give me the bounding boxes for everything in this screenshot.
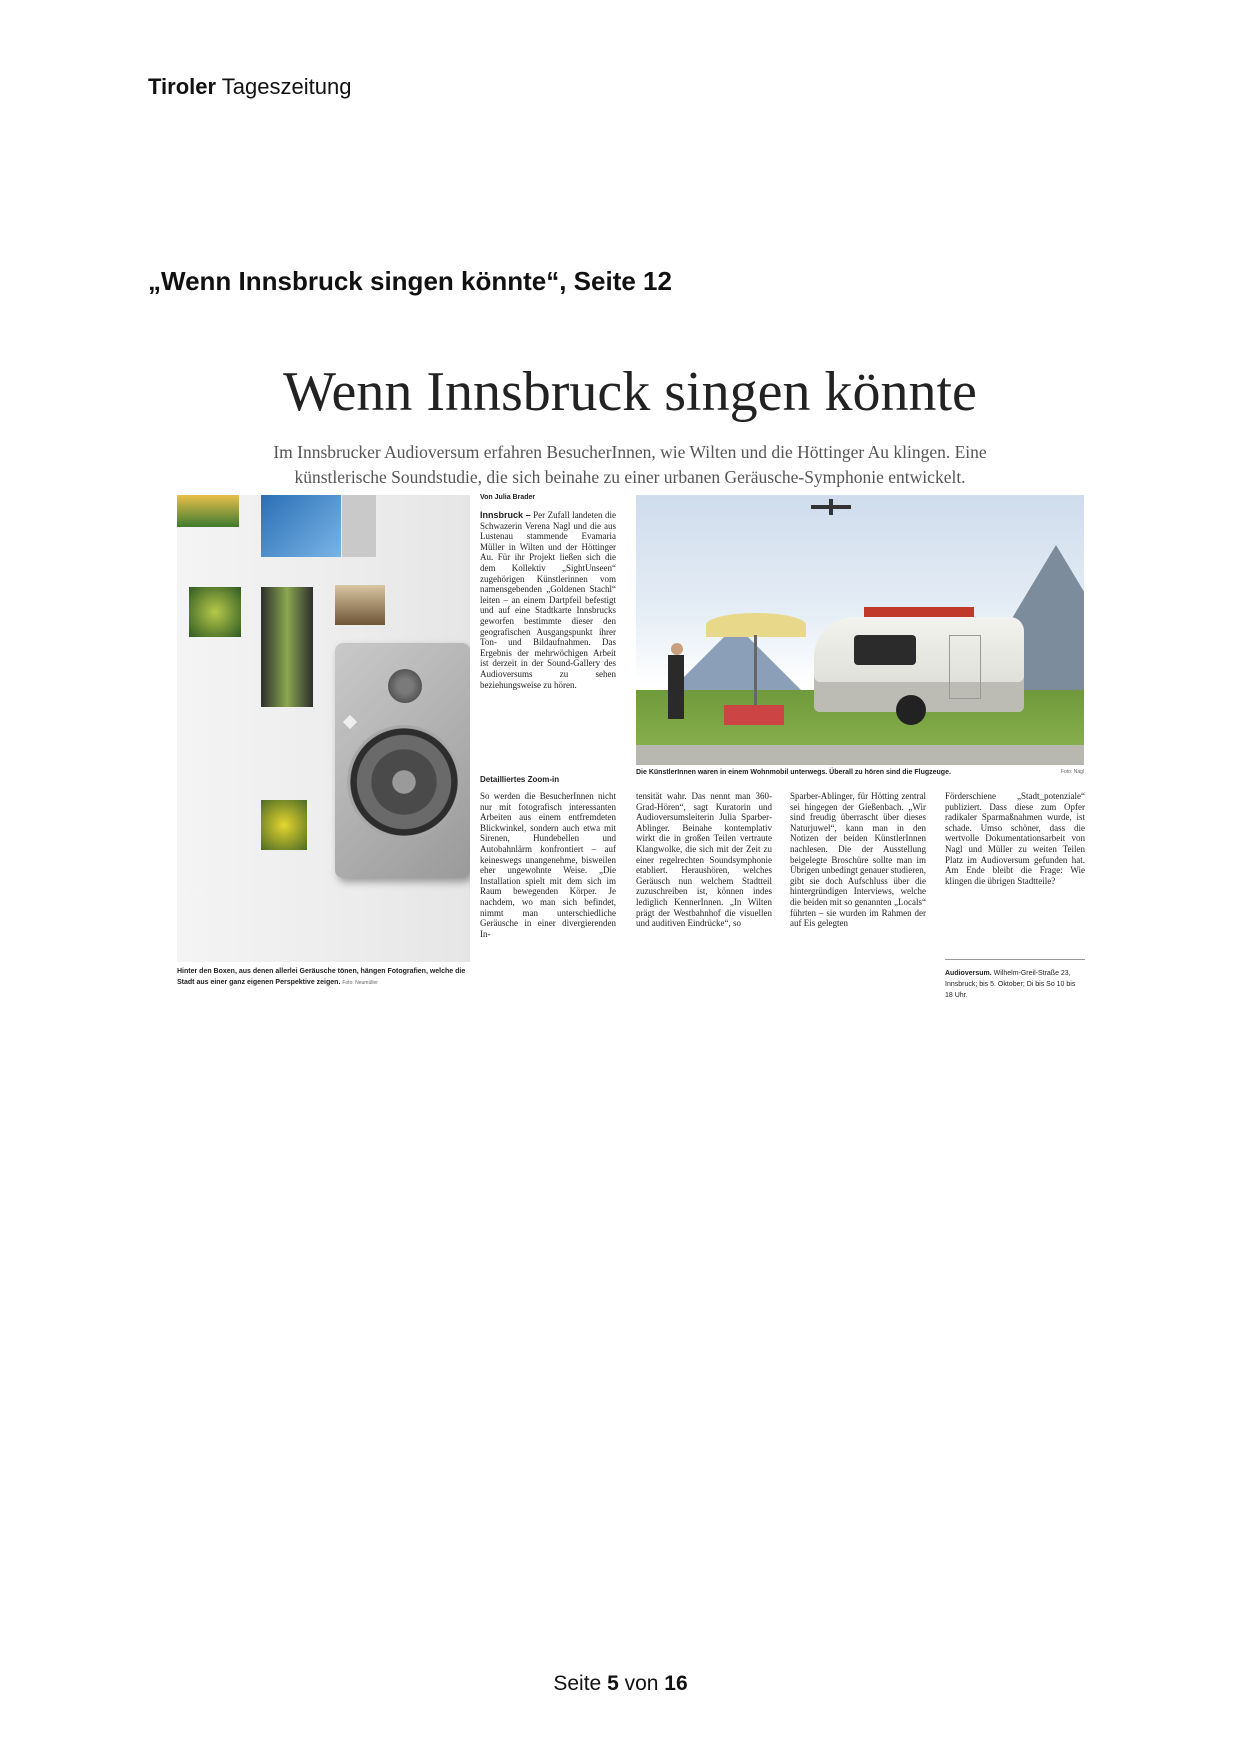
- page-prefix: Seite: [553, 1672, 608, 1695]
- info-box: [945, 959, 1085, 1001]
- current-page: 5: [607, 1672, 619, 1695]
- parasol: [706, 613, 806, 637]
- column-4: Förderschiene „Stadt_potenziale“ publiziert. Dass diese zum Opfer radikaler Sparmaßnahmen wurde, ist schade. Umso schöner, dass die wertvolle Dokumentationsarbeit von Nagl und Müller zu weiten Teilen Platz im Audioversum gefunden hat. Am Ende bleibt die Frage: Wie klingen die übrigen Stadtteile?: [945, 791, 1085, 886]
- airplane-tail: [829, 499, 833, 515]
- person-head: [671, 643, 683, 655]
- column-1: [480, 510, 616, 690]
- page-middle: von: [618, 1672, 665, 1695]
- caption-2-text: Die KünstlerInnen waren in einem Wohnmobil unterwegs. Überall zu hören sind die Flugzeuge.: [636, 769, 951, 776]
- person: [668, 655, 684, 719]
- caption-1-text: Hinter den Boxen, aus denen allerlei Geräusche tönen, hängen Fotografien, welche die Stadt aus einer ganz eigenen Perspektive zeigen.: [177, 968, 466, 986]
- caravan-window: [854, 635, 916, 665]
- wall-photo: [342, 495, 376, 557]
- photo-caption-1: [177, 966, 477, 989]
- info-venue: Audioversum.: [945, 970, 992, 977]
- deck-line-1: Im Innsbrucker Audioversum erfahren BesucherInnen, wie Wilten und die Höttinger Au klingen. Eine: [273, 442, 987, 462]
- column-1-continued: So werden die BesucherInnen nicht nur mit fotografisch interessanten Arbeiten aus einem entfremdeten Blickwinkel, sondern auch etwa mit Sirenen, Hundebellen und Autobahnlärm konfrontiert – auf keineswegs unangenehme, bisweilen eher ungewohnte Weise. „Die Installation spielt mit dem sich im Raum bewegenden Körper. Je nachdem, wo man sich befindet, nimmt man unterschiedliche Geräusche in einer divergierenden In-: [480, 791, 616, 939]
- speaker: [335, 643, 470, 878]
- newspaper-name: [148, 74, 351, 100]
- caravan-roof: [864, 607, 974, 617]
- brand-rest: Tageszeitung: [216, 74, 352, 99]
- total-pages: 16: [664, 1672, 688, 1695]
- tweeter: [388, 669, 422, 703]
- column-3: Sparber-Ablinger, für Hötting zentral sei hingegen der Gießenbach. „Wir sind freudig überrascht über dieses Naturjuwel“, kann man in den Notizen der beiden KünstlerInnen nachlesen. Die der Ausstellung beigelegte Broschüre sollte man im Übrigen unbedingt genauer studieren, gibt sie doch Aufschluss über die hintergründigen Interviews, welche die beiden mit so genannten „Locals“ führten – sie wurden im Rahmen der auf Eis gelegten: [790, 791, 926, 929]
- caravan-photo: [636, 495, 1084, 765]
- speaker-logo: [343, 715, 357, 729]
- clip-title: „Wenn Innsbruck singen könnte“, Seite 12: [148, 266, 672, 296]
- camp-chairs: [724, 705, 784, 725]
- photo-credit-1: Foto: Neumüller: [342, 980, 378, 986]
- wall-photo: [189, 587, 241, 637]
- road: [636, 745, 1084, 765]
- caravan-door: [949, 635, 981, 699]
- wall-photo: [261, 587, 313, 707]
- wall-photo: [335, 585, 385, 625]
- article-headline: Wenn Innsbruck singen könnte: [283, 361, 977, 423]
- wall-photo: [261, 495, 341, 557]
- deck-line-2: künstlerische Soundstudie, die sich beinahe zu einer urbanen Geräusche-Symphonie entwickelt.: [294, 467, 966, 487]
- column-1-text: Per Zufall landeten die Schwazerin Verena Nagl und die aus Lustenau stammende Evamaria Müller in Wilten und der Höttinger Au. Für ihr Projekt ließen sich die dem Kollektiv „SightUnseen“ zugehörigen Künstlerinnen vom namensgebenden „Goldenen Stachl“ leiten – an einem Dartpfeil befestigt und auf eine Stadtkarte Innsbrucks geworfen bestimmte dieser den geografischen Ausgangspunkt ihrer Ton- und Bildaufnahmen. Das Ergebnis der mehrwöchigen Arbeit ist derzeit in der Sound-Gallery des Audioversums zu sehen beziehungsweise zu hören.: [480, 510, 616, 690]
- info-details: Wilhelm-Greil-Straße 23, Innsbruck; bis 5. Oktober; Di bis So 10 bis 18 Uhr.: [945, 970, 1076, 999]
- brand-bold: Tiroler: [148, 74, 217, 99]
- photo-caption-2: [636, 769, 1084, 776]
- subheading: Detailliertes Zoom-in: [480, 775, 560, 784]
- woofer: [347, 725, 461, 839]
- wall-photo: [177, 495, 239, 527]
- photo-credit-2: Foto: Nagl: [1060, 769, 1084, 775]
- byline: Von Julia Brader: [480, 494, 536, 501]
- dateline: Innsbruck –: [480, 510, 531, 520]
- speaker-photo: [177, 495, 470, 962]
- wall-photo: [261, 800, 307, 850]
- newspaper-clipping: [170, 360, 1090, 1000]
- article-deck: [170, 440, 1090, 490]
- column-2: tensität wahr. Das nennt man 360-Grad-Hören“, sagt Kuratorin und Audioversumsleiterin Julia Sparber-Ablinger. Beinahe kontemplativ wirkt die in großen Teilen vertraute Klangwolke, die sich mit der Zeit zu einer regelrechten Soundsymphonie etabliert. Heraushören, welches Geräusch nun welchem Stadtteil zuzuschreiben ist, können indes lediglich KennerInnen. „In Wilten prägt der Westbahnhof die visuellen und auditiven Eindrücke“, so: [636, 791, 772, 929]
- page-number: [0, 1672, 1241, 1696]
- caravan-wheel: [896, 695, 926, 725]
